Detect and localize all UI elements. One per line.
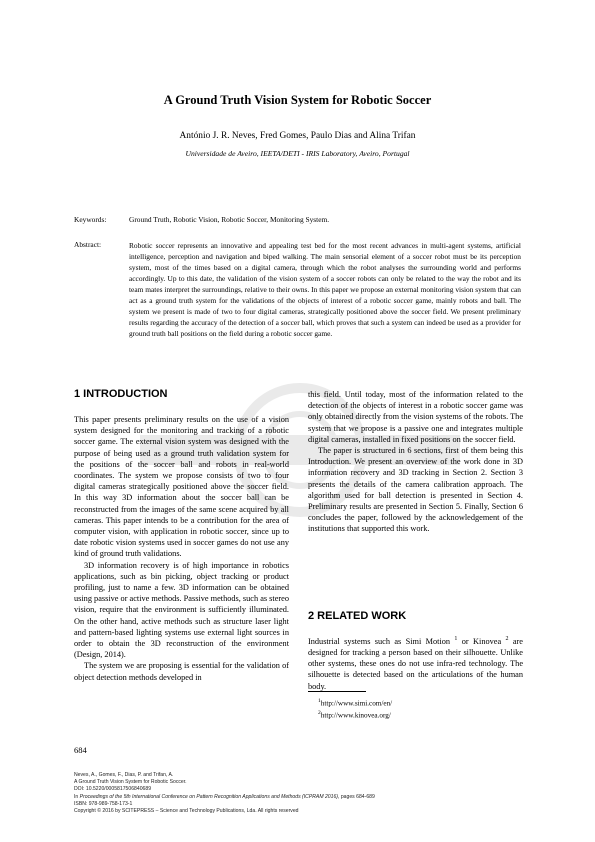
text-run: , pages 684-689 [338,793,375,800]
footer-line: DOI: 10.5220/0005817506840689 [74,786,152,793]
paragraph: 3D information recovery is of high importance in robotics applications, such as bin picking, object tracking or product profiling, just to name a few. 3D information can be obtained using passive or active methods. Passive methods, such as stereo vision, require that the environment is sufficiently illuminated. On the other hand, active methods such as structure laser light and pattern-based lighting systems use external light sources in order to obtain the 3D reconstruction of the environment (Design, 2014). [74,560,289,660]
abstract-text: Robotic soccer represents an innovative and appealing test bed for the most recent advances in multi-agent systems, artificial intelligence, perception and navigation and biped walking. The main sensorial element of a soccer robot must be its perception system, most of the times based on a digital camera, through which the robot analyses the surrounding world and performs accordingly. Up to this date, the validation of the vision system of a soccer robots can only be related to the way the robot and its team mates interpret the surroundings, relative to their owns. In this paper we propose an external monitoring vision system that can act as a ground truth system for the validations of the objects of interest of a robotic soccer game, mainly robots and ball. The system we present is made of two to four digital cameras, strategically positioned above the soccer field. We present preliminary results regarding the accuracy of the detection of a soccer ball, which proves that such a system can indeed be used as a provider for ground truth ball positions on the field during a robotic soccer game. [129,241,521,338]
footnote-rule [308,691,366,692]
text-run: are designed for tracking a person based on their silhouette. Unlike other systems, these ones do not use infra-red technology. The silhouette is detected based on the articulations of the human body. [308,636,523,691]
paragraph: this field. Until today, most of the information related to the detection of the objects of interest in a robotic soccer game was only obtained directly from the vision systems of the robots. The system that we propose is a passive one and integrates multiple digital cameras, installed in fixed positions on the soccer field. [308,390,523,444]
footnote-mark: 1 [318,698,321,704]
section-heading-related-work: 2 RELATED WORK [308,610,407,622]
affiliation: Universidade de Aveiro, IEETA/DETI - IRIS Laboratory, Aveiro, Portugal [185,149,410,158]
citation-footer [74,772,375,815]
text-run: Proceedings of the 5th International Conference on Pattern Recognition Applications and Methods (ICPRAM 2016) [79,793,339,800]
footnote-1 [318,696,392,708]
footer-line: ISBN: 978-989-758-173-1 [74,800,133,807]
page-number: 684 [74,745,87,755]
text-run: In [74,793,80,800]
paper-title: A Ground Truth Vision System for Robotic Soccer [163,93,432,107]
paragraph [308,634,523,692]
right-column [308,389,523,535]
keywords-label: Keywords: [74,215,107,224]
footnote-2 [318,708,391,720]
section-heading-introduction: 1 INTRODUCTION [74,388,168,400]
paragraph: This paper presents preliminary results on the use of a vision system designed for the monitoring and tracking of a robotic soccer game. The external vision system was designed with the purpose of being used as a ground truth validation system for the positions of the soccer ball and robots in real-world coordinates. The system we propose consists of two to four digital cameras strategically positioned above the soccer field. In this way 3D information about the soccer ball can be reconstructed from the images of the same scene acquired by all cameras. This paper intends to be a contribution for the area of computer vision, with application in robotic soccer, since up to date robotic vision systems used in soccer games do not use any kind of ground truth validations. [74,415,289,559]
paragraph: The paper is structured in 6 sections, first of them being this Introduction. We present an overview of the work done in 3D information recovery and 3D tracking in Section 2. Section 3 presents the details of the camera calibration approach. The algorithm used for ball detection is presented in Section 4. Preliminary results are presented in Section 5. Finally, Section 6 concludes the paper, followed by the acknowledgement of the institutions that supported this work. [308,446,523,534]
footnote-link[interactable]: http://www.simi.com/en/ [320,699,393,708]
footnote-link[interactable]: http://www.kinovea.org/ [320,711,391,720]
footer-line: Neves, A., Gomes, F., Dias, P. and Trifan, A. [74,772,174,778]
footnote-mark: 2 [318,710,321,716]
footer-line: A Ground Truth Vision System for Robotic Soccer. [74,779,187,786]
footer-line [74,794,375,801]
left-column [74,414,289,683]
text-run: Industrial systems such as Simi Motion [308,636,455,646]
footnote-mark: 1 [454,636,458,642]
related-work-text [308,634,523,692]
paragraph: The system we are proposing is essential for the validation of object detection methods developed in [74,661,289,682]
authors: António J. R. Neves, Fred Gomes, Paulo Dias and Alina Trifan [179,131,416,141]
text-run: or Kinovea [457,636,506,646]
footer-line: Copyright © 2016 by SCITEPRESS – Science and Technology Publications, Lda. All rights reserved [74,808,299,815]
footnote-mark: 2 [505,636,509,642]
abstract-label: Abstract: [74,240,102,249]
keywords-text: Ground Truth, Robotic Vision, Robotic Soccer, Monitoring System. [129,215,330,224]
